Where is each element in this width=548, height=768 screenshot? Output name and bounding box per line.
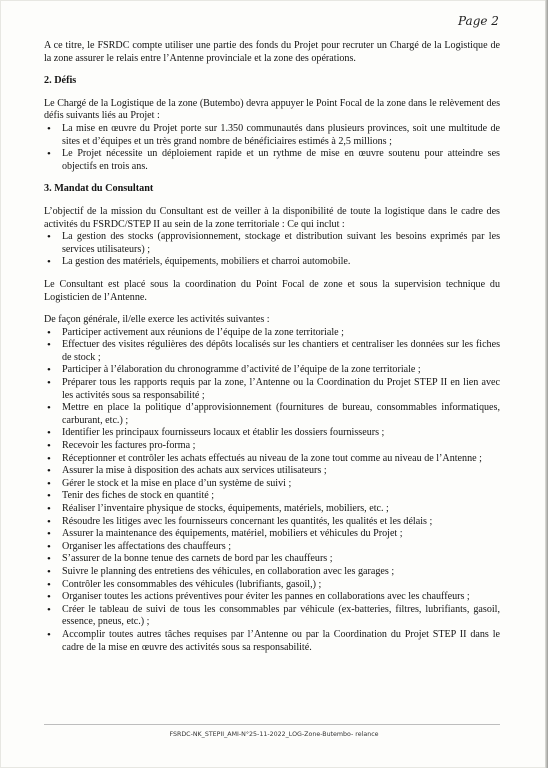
- activities-list: [44, 327, 500, 654]
- list-item: • Le Projet nécessite un déploiement rapide et un rythme de mise en œuvre soutenu pour atteindre ses objectifs en trois ans.: [44, 148, 500, 173]
- list-item: • Organiser les affectations des chauffeurs ;: [44, 541, 500, 554]
- list-item: • Suivre le planning des entretiens des véhicules, en collaboration avec les garages ;: [44, 566, 500, 579]
- footer-reference: FSRDC-NK_STEPII_AMI-N°25-11-2022_LOG-Zone-Butembo- relance: [169, 731, 379, 738]
- list-item: • Accomplir toutes autres tâches requises par l’Antenne ou par la Coordination du Projet STEP II dans le cadre de la mise en œuvre des activités sous sa responsabilité.: [44, 629, 500, 654]
- list-item: • Préparer tous les rapports requis par la zone, l’Antenne ou la Coordination du Projet STEP II en lien avec les activités sous sa responsabilité ;: [44, 377, 500, 402]
- list-item: • Créer le tableau de suivi de tous les consommables par véhicule (ex-batteries, filtres, lubrifiants, gasoil, essence, pneus, etc.) ;: [44, 604, 500, 629]
- list-item: • Tenir des fiches de stock en quantité ;: [44, 490, 500, 503]
- list-item: • La gestion des matériels, équipements, mobiliers et charroi automobile.: [44, 256, 500, 269]
- section-heading-mandat: 3. Mandat du Consultant: [44, 183, 154, 195]
- list-item: • La gestion des stocks (approvisionnement, stockage et distribution suivant les besoins exprimés par les services utilisateurs) ;: [44, 231, 500, 256]
- section-heading-defis: 2. Défis: [44, 75, 77, 87]
- list-item: • Résoudre les litiges avec les fournisseurs concernant les quantités, les qualités et les délais ;: [44, 516, 500, 529]
- list-item: • Assurer la mise à disposition des achats aux services utilisateurs ;: [44, 465, 500, 478]
- list-item: • Réceptionner et contrôler les achats effectués au niveau de la zone tout comme au niveau de l’Antenne ;: [44, 453, 500, 466]
- intro-paragraph: A ce titre, le FSRDC compte utiliser une partie des fonds du Projet pour recruter un Chargé de la Logistique de la zone assurer le relais entre l’Antenne provinciale et la zone des opérations.: [44, 40, 500, 64]
- page-number: Page 2: [458, 14, 499, 28]
- list-item: • Contrôler les consommables des véhicules (lubrifiants, gasoil,) ;: [44, 579, 500, 592]
- list-item: • Mettre en place la politique d’approvisionnement (fournitures de bureau, consommables informatiques, carburant, etc.) ;: [44, 402, 500, 427]
- list-item: • Recevoir les factures pro-forma ;: [44, 440, 500, 453]
- list-item: • Participer à l’élaboration du chronogramme d’activité de l’équipe de la zone territoriale ;: [44, 364, 500, 377]
- defis-list: [44, 123, 500, 173]
- list-item: • Organiser toutes les actions préventives pour éviter les pannes en collaborations avec les chauffeurs ;: [44, 591, 500, 604]
- list-item: • Identifier les principaux fournisseurs locaux et établir les dossiers fournisseurs ;: [44, 427, 500, 440]
- list-item: • Participer activement aux réunions de l’équipe de la zone territoriale ;: [44, 327, 500, 340]
- mandat-paragraph-objective: L’objectif de la mission du Consultant est de veiller à la disponibilité de toute la logistique dans le cadre des activités du FSRDC/STEP II au sein de la zone territoriale : Ce qui inclut :: [44, 205, 500, 230]
- document-body: [44, 40, 500, 654]
- list-item: • Réaliser l’inventaire physique de stocks, équipements, matériels, mobiliers, etc. ;: [44, 503, 500, 516]
- list-item: • S’assurer de la bonne tenue des carnets de bord par les chauffeurs ;: [44, 553, 500, 566]
- list-item: • Gérer le stock et la mise en place d’un système de suivi ;: [44, 478, 500, 491]
- footer-divider: [44, 724, 500, 725]
- list-item: • Effectuer des visites régulières des dépôts localisés sur les chantiers et centraliser les données sur les fiches de stock ;: [44, 339, 500, 364]
- defis-paragraph: Le Chargé de la Logistique de la zone (Butembo) devra appuyer le Point Focal de la zone dans le relèvement des défis suivants liés au Projet :: [44, 97, 500, 122]
- mandat-paragraph-activities-intro: De façon générale, il/elle exerce les activités suivantes :: [44, 314, 270, 326]
- list-item: • Assurer la maintenance des équipements, matériel, mobiliers et véhicules du Projet ;: [44, 528, 500, 541]
- mandat-paragraph-coordination: Le Consultant est placé sous la coordination du Point Focal de zone et sous la supervision technique du Logisticien de l’Antenne.: [44, 278, 500, 303]
- mandat-scope-list: [44, 231, 500, 269]
- list-item: • La mise en œuvre du Projet porte sur 1.350 communautés dans plusieurs provinces, soit une multitude de sites et d’équipes et un très grand nombre de bénéficiaires estimés à 2,5 millions ;: [44, 123, 500, 148]
